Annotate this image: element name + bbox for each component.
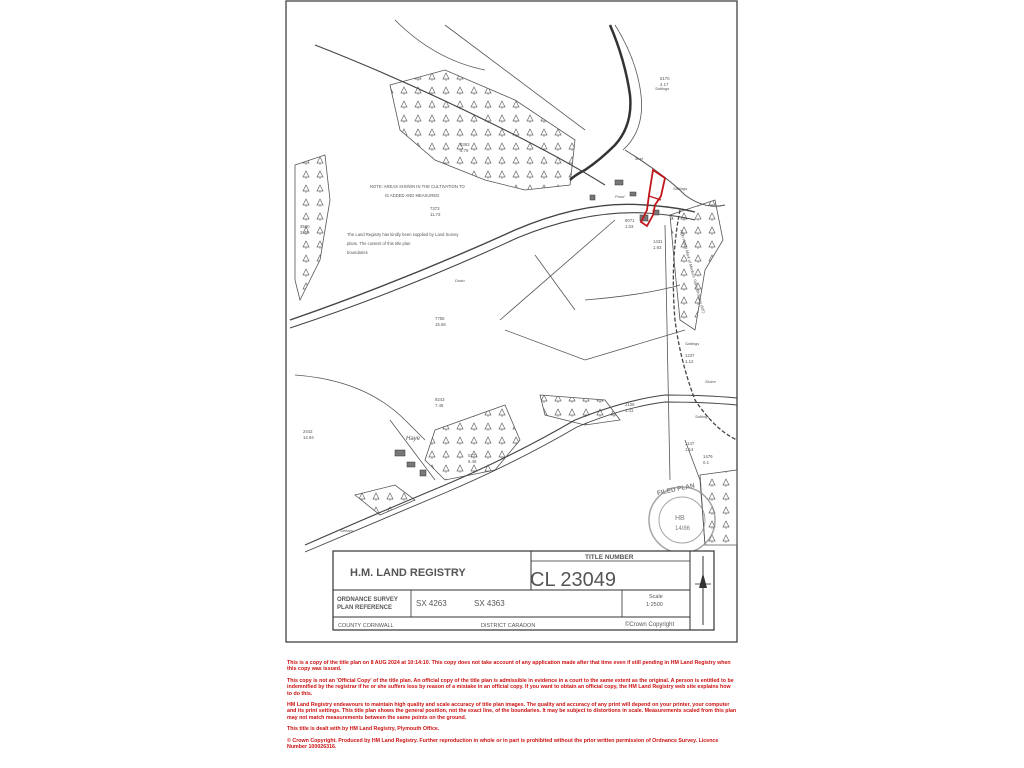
faint-note-2: IS ADDED AND MEASURED [385, 193, 440, 198]
plan-notes [287, 660, 737, 755]
parcel-area: 1.03 [625, 224, 634, 229]
parcel-ref: 9071 [625, 218, 635, 223]
title-number-label: TITLE NUMBER [585, 554, 634, 561]
stamp-ring-top: FILED PLAN [656, 482, 696, 498]
label-drain: Drain [455, 278, 465, 283]
parcel-area: 1.93 [653, 245, 662, 250]
parcel-ref: 3580 [300, 224, 310, 229]
parcel-ref: 1479 [703, 454, 713, 459]
label-saltings-3: Saltings [685, 341, 700, 346]
note-issue-date: This is a copy of the title plan on 8 AUG 2024 at 10:14:10. This copy does not take account of any application made after that time even if still pending in HM Land Registry when this copy was issued. [287, 660, 731, 673]
parcel-area: 4.17 [660, 82, 669, 87]
parcel-area: 15.66 [435, 322, 446, 327]
parcel-ref: 1431 [653, 239, 663, 244]
title-block [333, 551, 714, 630]
label-saltings-1: Saltings [655, 86, 670, 91]
parcel-ref: 0171 [468, 453, 478, 458]
parcel-ref: 1237 [685, 353, 695, 358]
scale-value: 1:2500 [646, 602, 663, 608]
faint-note-1: NOTE: AREAS SHOWN IN THE CULTIVATION TO [370, 184, 465, 189]
parcel-ref: 6170 [660, 76, 670, 81]
parcel-ref: 7755 [435, 316, 445, 321]
note-office: This title is dealt with by HM Land Registry, Plymouth Office. [287, 726, 440, 733]
parcel-area: 7.45 [435, 403, 444, 408]
stamp-date: 14/86 [675, 526, 691, 532]
parcel-area: 0.1 [703, 460, 709, 465]
os-plan-label-1: ORDNANCE SURVEY [337, 597, 398, 603]
faint-note-3: The Land Registry has kindly been supplied by Land Survey [347, 232, 459, 237]
parcel-area: 1.31 [625, 408, 634, 413]
parcel-area: 11.73 [430, 212, 441, 217]
parcel-area: 1.12 [685, 359, 694, 364]
parcel-area: 3.79 [460, 148, 469, 153]
title-plan-map [285, 0, 739, 645]
stamp-initials: HB [675, 515, 685, 522]
scale-label: Scale [649, 594, 663, 600]
parcel-area: 3.77 [300, 230, 309, 235]
os-sheet-1: SX 4263 [416, 599, 447, 608]
sheet-border [286, 1, 737, 642]
note-official-copy: This copy is not an 'Official Copy' of the title plan. An official copy of the title plan is admissible in evidence in a court to the same extent as the original. A person is entitled to be indemnified by the registrar if he or she suffers loss by reason of a mistake in an official copy. If you want to obtain an official copy, the HM Land Registry web site explains how to do this. [287, 677, 734, 697]
label-stream: Stream [340, 528, 353, 533]
county: COUNTY CORNWALL [338, 623, 394, 629]
label-mud: Mud [635, 156, 643, 161]
copyright: ©Crown Copyright [625, 622, 675, 628]
parcel-area: 14.94 [303, 435, 314, 440]
note-copyright: © Crown Copyright. Produced by HM Land Registry. Further reproduction in whole or in part is prohibited without the prior written permission of Ordnance Survey. Licence Number 100026316. [287, 737, 719, 751]
label-saltings-4: Saltings [695, 414, 710, 419]
parcel-ref: 9243 [435, 397, 445, 402]
os-sheet-2: SX 4363 [474, 599, 505, 608]
map-canvas [285, 0, 739, 645]
title-number: CL 23049 [530, 569, 616, 591]
faint-note-4: plans. The content of this title plan [347, 241, 411, 246]
label-pond: Pond [615, 194, 625, 199]
faint-note-5: boundaries [347, 250, 368, 255]
note-print-quality: HM Land Registry endeavours to maintain high quality and scale accuracy of title plan images. The quality and accuracy of any print will depend on your printer, your computer and its print settings. This title plan shows the general position, not the exact line, of the boundaries. It may be subject to distortions in scale. Measurements scaled from this plan may not match measurements between the same points on the ground. [287, 702, 737, 721]
place-name-haye: Haye [406, 436, 421, 442]
parcel-ref: 7373 [430, 206, 440, 211]
parcel-ref: 0363 [460, 142, 470, 147]
district: DISTRICT CARADON [481, 623, 536, 629]
label-sluice: Sluice [705, 379, 716, 384]
os-plan-label-2: PLAN REFERENCE [337, 605, 393, 611]
parcel-ref: 1147 [685, 441, 695, 446]
registry-name: H.M. LAND REGISTRY [350, 567, 466, 579]
parcel-ref: 2126 [625, 402, 635, 407]
label-saltings-2: Saltings [673, 186, 688, 191]
parcel-ref: 2442 [303, 429, 313, 434]
parcel-area: 6.46 [468, 459, 477, 464]
label-high-water-mark: High Water Mark of Medium Tides Ordinary (MT) [679, 228, 707, 314]
parcel-area: 1.14 [685, 447, 694, 452]
woodland-south-east [700, 470, 737, 545]
